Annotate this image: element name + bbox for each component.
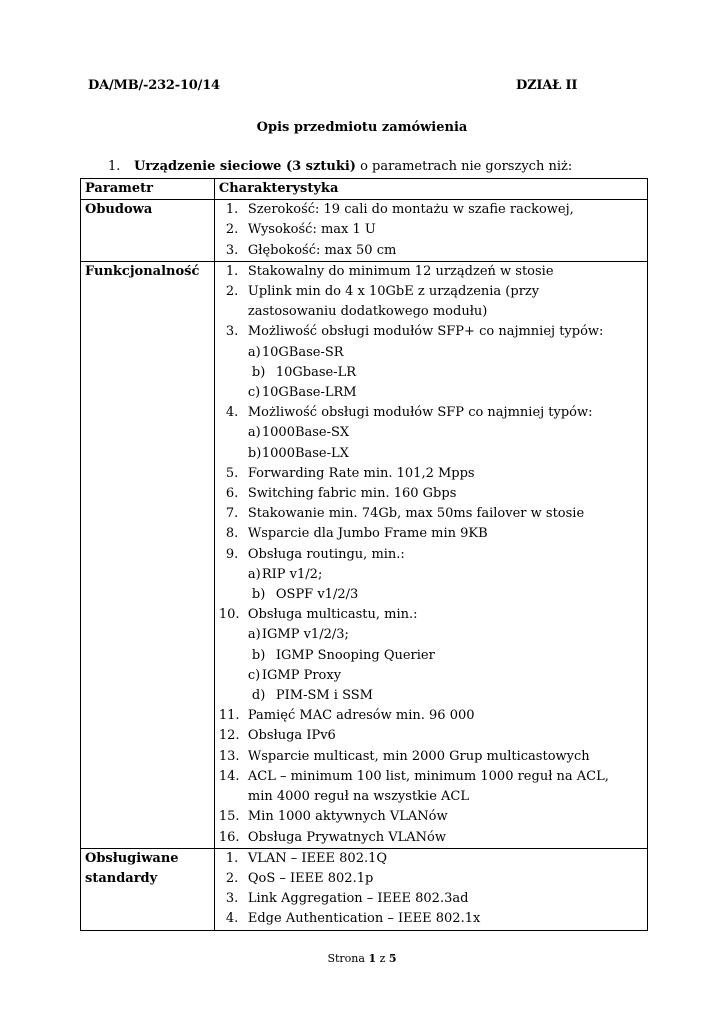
- sub-text: IGMP Proxy: [261, 667, 342, 683]
- list-number: 8.: [225, 526, 239, 542]
- list-text: Obsługa routingu, min.:: [247, 546, 405, 562]
- list-number: 11.: [218, 708, 240, 724]
- list-item: [219, 484, 643, 504]
- param-label-line: Obsługiwane: [85, 850, 179, 866]
- list-number: 1.: [225, 850, 239, 866]
- sub-letter: a): [247, 425, 261, 441]
- list-item: [219, 403, 643, 423]
- sub-item: [219, 363, 643, 383]
- list-text: Możliwość obsługi modułów SFP co najmniej typów:: [247, 405, 593, 421]
- list-text: Obsługa Prywatnych VLANów: [247, 829, 446, 845]
- list-item: [219, 322, 643, 342]
- list-number: 1.: [225, 263, 239, 279]
- spec-table: [80, 178, 648, 931]
- list-number: 12.: [218, 728, 240, 744]
- list-text: Obsługa multicastu, min.:: [247, 607, 418, 623]
- sub-text: 10GBase-SR: [261, 344, 344, 360]
- section-label: DZIAŁ II: [516, 78, 578, 93]
- list-number: 4.: [225, 911, 239, 927]
- sub-text: 1000Base-LX: [261, 445, 349, 461]
- sub-item: [219, 625, 643, 645]
- sub-text: IGMP v1/2/3;: [261, 627, 349, 643]
- sub-item: [219, 585, 643, 605]
- sub-letter: c): [247, 667, 261, 683]
- item-title: Urządzenie sieciowe (3 sztuki): [134, 159, 356, 174]
- list-number: 16.: [218, 829, 240, 845]
- page-title: Opis przedmiotu zamówienia: [256, 120, 468, 135]
- sub-text: 10GBase-LRM: [261, 385, 357, 401]
- list-text: Uplink min do 4 x 10GbE z urządzenia (przy zastosowaniu dodatkowego modułu): [247, 284, 540, 320]
- sub-letter: b): [251, 587, 266, 603]
- list-number: 3.: [225, 242, 239, 258]
- list-number: 9.: [225, 546, 239, 562]
- sub-letter: a): [247, 627, 261, 643]
- document-reference: DA/MB/-232-10/14: [88, 78, 220, 93]
- table-row: [81, 848, 648, 930]
- list-text: Szerokość: 19 cali do montażu w szafie rackowej,: [247, 202, 574, 218]
- sub-letter: b): [251, 647, 266, 663]
- list-number: 14.: [218, 768, 240, 784]
- list-item: [219, 524, 643, 544]
- list-text: QoS – IEEE 802.1p: [247, 870, 374, 886]
- list-item: [219, 282, 643, 322]
- list-number: 6.: [225, 486, 239, 502]
- list-item: [219, 828, 643, 848]
- sub-letter: c): [247, 385, 261, 401]
- param-standardy: [81, 848, 215, 930]
- list-text: VLAN – IEEE 802.1Q: [247, 850, 388, 866]
- table-row: [81, 261, 648, 848]
- list-item: [219, 807, 643, 827]
- page-total: 5: [388, 952, 397, 965]
- list-item: [219, 464, 643, 484]
- list-text: Głębokość: max 50 cm: [247, 242, 397, 258]
- list-number: 2.: [225, 222, 239, 238]
- sub-text: 10Gbase-LR: [275, 364, 357, 380]
- header-parametr: Parametr: [81, 179, 215, 200]
- sub-item: [219, 444, 643, 464]
- list-item: [219, 767, 643, 807]
- list-number: 15.: [218, 809, 240, 825]
- list-text: Stakowanie min. 74Gb, max 50ms failover w stosie: [247, 506, 585, 522]
- spec-list-obudowa: [214, 200, 647, 262]
- sub-text: PIM-SM i SSM: [275, 688, 373, 704]
- list-item: [219, 200, 643, 220]
- list-item: [219, 605, 643, 625]
- list-item: [219, 889, 643, 909]
- spec-list-funkcjonalnosc: [214, 261, 647, 848]
- list-number: 2.: [225, 870, 239, 886]
- sub-letter: b): [247, 445, 262, 461]
- list-text: Obsługa IPv6: [247, 728, 336, 744]
- sub-item: [219, 666, 643, 686]
- list-item: [219, 706, 643, 726]
- list-text: Switching fabric min. 160 Gbps: [247, 486, 457, 502]
- list-text: Stakowalny do minimum 12 urządzeń w stosie: [247, 263, 554, 279]
- sub-text: RIP v1/2;: [261, 566, 323, 582]
- sub-item: [219, 646, 643, 666]
- footer-label: Strona: [327, 952, 365, 965]
- list-text: Wysokość: max 1 U: [247, 222, 376, 238]
- list-number: 10.: [218, 607, 240, 623]
- list-text: Wsparcie multicast, min 2000 Grup multicastowych: [247, 748, 590, 764]
- list-item: [219, 747, 643, 767]
- list-item: [219, 504, 643, 524]
- list-item: [219, 726, 643, 746]
- list-item: [219, 545, 643, 565]
- list-item: [219, 262, 643, 282]
- list-number: 3.: [225, 891, 239, 907]
- list-text: ACL – minimum 100 list, minimum 1000 reguł na ACL, min 4000 reguł na wszystkie ACL: [247, 768, 609, 805]
- list-number: 13.: [218, 748, 240, 764]
- list-number: 7.: [225, 506, 239, 522]
- sub-letter: a): [247, 344, 261, 360]
- item-intro: [108, 159, 572, 174]
- list-text: Forwarding Rate min. 101,2 Mpps: [247, 465, 475, 481]
- list-text: Link Aggregation – IEEE 802.3ad: [247, 891, 469, 907]
- spec-list-standardy: [214, 848, 647, 930]
- sub-item: [219, 343, 643, 363]
- page-number: 1: [368, 952, 377, 965]
- item-description: o parametrach nie gorszych niż:: [355, 159, 573, 174]
- list-text: Pamięć MAC adresów min. 96 000: [247, 708, 475, 724]
- list-text: Możliwość obsługi modułów SFP+ co najmniej typów:: [247, 324, 604, 340]
- list-item: [219, 869, 643, 889]
- list-number: 5.: [225, 465, 239, 481]
- list-text: Wsparcie dla Jumbo Frame min 9KB: [247, 526, 488, 542]
- sub-letter: b): [251, 364, 266, 380]
- page-footer: [0, 952, 724, 965]
- sub-item: [219, 686, 643, 706]
- list-number: 4.: [225, 405, 239, 421]
- list-item: [219, 849, 643, 869]
- param-funkcjonalnosc: Funkcjonalność: [81, 261, 215, 848]
- list-item: [219, 220, 643, 240]
- sub-item: [219, 565, 643, 585]
- item-number: 1.: [108, 159, 121, 174]
- header-charakterystyka: Charakterystyka: [214, 179, 647, 200]
- sub-letter: d): [251, 688, 266, 704]
- sub-letter: a): [247, 566, 261, 582]
- footer-separator: z: [379, 952, 386, 965]
- list-item: [219, 241, 643, 261]
- sub-text: OSPF v1/2/3: [275, 587, 359, 603]
- sub-item: [219, 423, 643, 443]
- list-number: 1.: [225, 202, 239, 218]
- sub-text: IGMP Snooping Querier: [275, 647, 435, 663]
- list-number: 3.: [225, 324, 239, 340]
- table-header-row: [81, 179, 648, 200]
- list-item: [219, 909, 643, 929]
- list-text: Min 1000 aktywnych VLANów: [247, 809, 448, 825]
- param-label-line: standardy: [85, 870, 158, 886]
- sub-item: [219, 383, 643, 403]
- sub-text: 1000Base-SX: [261, 425, 350, 441]
- list-number: 2.: [225, 284, 239, 300]
- table-row: [81, 200, 648, 262]
- list-text: Edge Authentication – IEEE 802.1x: [247, 911, 481, 927]
- param-obudowa: Obudowa: [81, 200, 215, 262]
